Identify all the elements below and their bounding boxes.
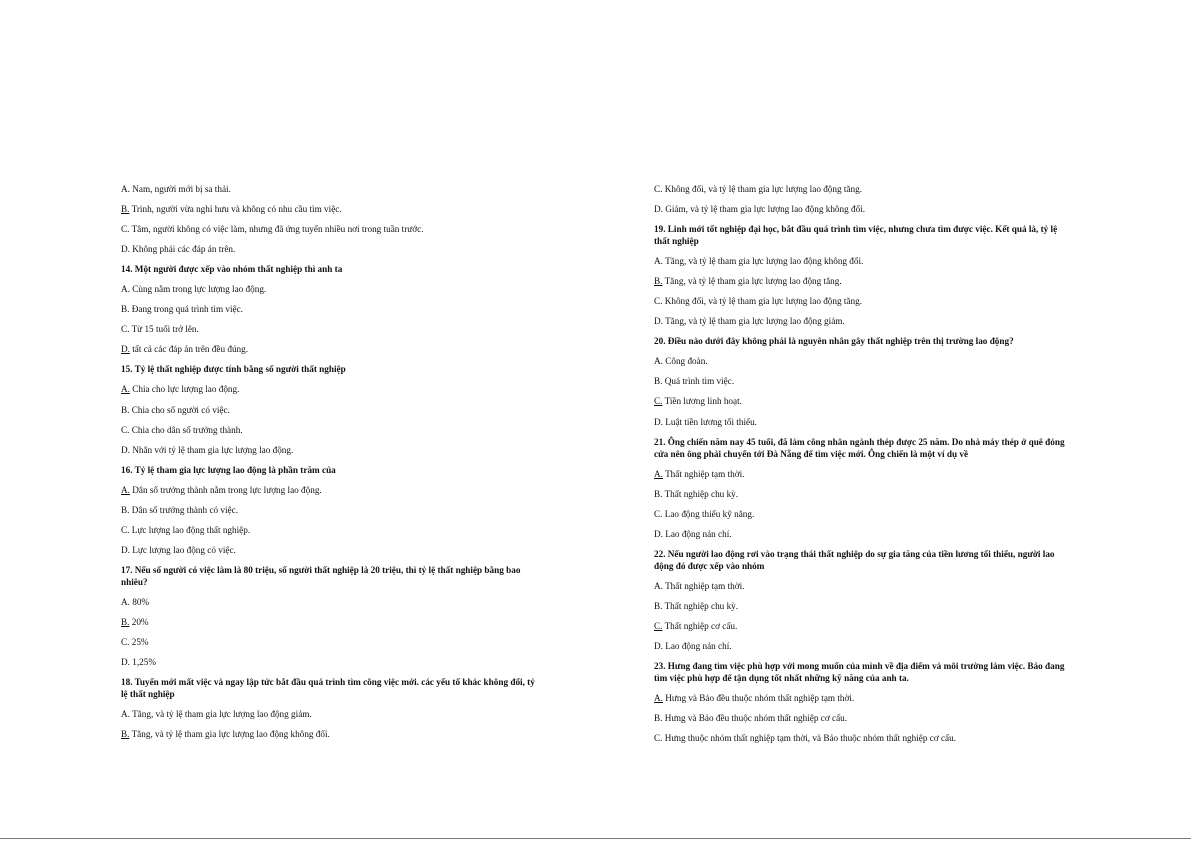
- answer-option: [654, 712, 1066, 724]
- option-text: Hưng thuộc nhóm thất nghiệp tạm thời, và Bảo thuộc nhóm thất nghiệp cơ cấu.: [662, 733, 957, 744]
- option-text: Không đổi, và tỷ lệ tham gia lực lượng lao động tăng.: [662, 296, 862, 307]
- answer-option: [121, 303, 541, 315]
- answer-option: [121, 243, 541, 255]
- left-column: [121, 183, 541, 748]
- option-text: Thất nghiệp chu kỳ.: [662, 600, 739, 611]
- answer-option: [654, 375, 1066, 387]
- option-text: 20%: [129, 616, 149, 627]
- answer-option: [121, 504, 541, 516]
- option-text: tất cả các đáp án trên đều đúng.: [129, 344, 249, 355]
- option-letter: C.: [654, 184, 663, 194]
- answer-option: [654, 692, 1066, 704]
- option-text: Trinh, người vừa nghỉ hưu và không có nhu cầu tìm việc.: [129, 204, 342, 215]
- option-letter: D.: [654, 528, 663, 539]
- option-letter: D.: [121, 544, 130, 555]
- question-text: 21. Ông chiến năm nay 45 tuổi, đã làm công nhân ngành thép được 25 năm. Do nhà máy thép ở quê đóng cửa nên ông phải chuyển tới Đà Nẵng để tìm việc mới. Ông chiến là một ví dụ về: [654, 436, 1065, 459]
- option-text: Tăng, và tỷ lệ tham gia lực lượng lao động tăng.: [662, 276, 842, 287]
- option-text: Tiền lương linh hoạt.: [662, 396, 742, 407]
- option-letter: C.: [121, 424, 130, 435]
- answer-option: [121, 524, 541, 536]
- answer-option: [121, 616, 541, 628]
- option-letter: C.: [654, 733, 663, 744]
- option-text: Lực lượng lao động có việc.: [129, 544, 236, 555]
- option-letter: B.: [654, 488, 663, 499]
- option-letter: C.: [654, 296, 663, 307]
- question-text: 18. Tuyến mới mất việc và ngay lập tức bắt đầu quá trình tìm công việc mới. các yếu tố khác không đổi, tỷ lệ thất nghiệp: [121, 677, 535, 700]
- question-text: 19. Linh mới tốt nghiệp đại học, bắt đầu quá trình tìm việc, nhưng chưa tìm được việc. Kết quả là, tỷ lệ thất nghiệp: [654, 224, 1058, 247]
- answer-option: [654, 620, 1066, 632]
- answer-option: [121, 596, 541, 608]
- option-letter: B.: [121, 504, 130, 515]
- correct-answer-letter: A.: [654, 468, 663, 479]
- correct-answer-letter: B.: [121, 729, 130, 740]
- correct-answer-letter: C.: [654, 396, 663, 407]
- correct-answer-letter: A.: [121, 484, 130, 495]
- correct-answer-letter: B.: [121, 204, 130, 215]
- option-letter: D.: [121, 444, 130, 455]
- answer-option: [654, 528, 1066, 540]
- correct-answer-letter: A.: [121, 384, 130, 395]
- answer-option: [121, 223, 541, 235]
- question-text: 20. Điều nào dưới đây không phải là nguyên nhân gây thất nghiệp trên thị trường lao động?: [654, 336, 1014, 347]
- question-text: 22. Nếu người lao động rơi vào trạng thái thất nghiệp do sự gia tăng của tiền lương tối thiểu, người lao động đó được xếp vào nhóm: [654, 548, 1055, 571]
- answer-option: [654, 395, 1066, 407]
- option-text: Không đổi, và tỷ lệ tham gia lực lượng lao động tăng.: [662, 184, 862, 194]
- answer-option: [121, 183, 541, 195]
- answer-option: [121, 424, 541, 436]
- option-text: 80%: [129, 596, 150, 607]
- answer-option: [121, 383, 541, 395]
- option-letter: D.: [121, 244, 130, 255]
- answer-option: [121, 708, 541, 720]
- option-letter: C.: [654, 508, 663, 519]
- page-bottom-rule: [0, 838, 1191, 839]
- option-letter: D.: [654, 204, 663, 215]
- option-text: Lao động nản chí.: [662, 640, 732, 651]
- option-text: Nhân với tỷ lệ tham gia lực lượng lao động.: [129, 444, 294, 455]
- option-letter: D.: [121, 657, 130, 668]
- answer-option: [654, 295, 1066, 307]
- option-text: Lao động nản chí.: [662, 528, 732, 539]
- answer-option: [654, 488, 1066, 500]
- option-text: Không phải các đáp án trên.: [129, 244, 236, 255]
- option-text: Cùng nằm trong lực lượng lao động.: [129, 284, 267, 295]
- correct-answer-letter: B.: [654, 276, 663, 287]
- option-letter: B.: [121, 304, 130, 315]
- option-letter: C.: [121, 524, 130, 535]
- answer-option: [121, 544, 541, 556]
- option-text: Tăng, và tỷ lệ tham gia lực lượng lao động giảm.: [662, 316, 845, 327]
- option-text: Dân số trưởng thành có việc.: [129, 504, 239, 515]
- answer-option: [654, 468, 1066, 480]
- option-text: Luật tiền lương tối thiểu.: [662, 416, 757, 427]
- answer-option: [121, 656, 541, 668]
- question-text: 23. Hưng đang tìm việc phù hợp với mong muốn của mình về địa điểm và môi trường làm việc. Bảo đang tìm việc phù hợp để tận dụng tốt nhất những kỹ năng của anh ta.: [654, 661, 1065, 684]
- right-column: [654, 183, 1066, 752]
- answer-option: [121, 404, 541, 416]
- option-text: Tăng, và tỷ lệ tham gia lực lượng lao động giảm.: [129, 709, 312, 720]
- answer-option: [654, 315, 1066, 327]
- answer-option: [654, 183, 1066, 195]
- option-text: Công đoàn.: [662, 356, 708, 367]
- option-letter: A.: [654, 356, 663, 367]
- question-text: 16. Tỷ lệ tham gia lực lượng lao động là phần trăm của: [121, 464, 336, 475]
- question-text: 17. Nếu số người có việc làm là 80 triệu, số người thất nghiệp là 20 triệu, thì tỷ lệ thất nghiệp bằng bao nhiêu?: [121, 564, 521, 587]
- answer-option: [121, 323, 541, 335]
- option-letter: B.: [654, 376, 663, 387]
- option-letter: A.: [121, 596, 130, 607]
- option-text: Nam, người mới bị sa thải.: [129, 184, 231, 194]
- option-letter: C.: [121, 324, 130, 335]
- answer-option: [654, 255, 1066, 267]
- correct-answer-letter: C.: [654, 620, 663, 631]
- answer-option: [654, 508, 1066, 520]
- answer-option: [121, 203, 541, 215]
- option-text: Chia cho số người có việc.: [129, 404, 230, 415]
- option-letter: C.: [121, 224, 130, 235]
- option-text: Thất nghiệp chu kỳ.: [662, 488, 739, 499]
- option-text: Thất nghiệp tạm thời.: [662, 580, 745, 591]
- option-text: Chia cho lực lượng lao động.: [129, 384, 240, 395]
- option-letter: D.: [654, 640, 663, 651]
- option-text: Quá trình tìm việc.: [662, 376, 735, 387]
- option-letter: D.: [654, 316, 663, 327]
- option-letter: B.: [654, 713, 663, 724]
- answer-option: [654, 580, 1066, 592]
- answer-option: [121, 343, 541, 355]
- option-text: 25%: [129, 637, 149, 648]
- answer-option: [121, 444, 541, 456]
- answer-option: [121, 728, 541, 740]
- option-letter: A.: [121, 284, 130, 295]
- answer-option: [654, 355, 1066, 367]
- option-letter: A.: [654, 580, 663, 591]
- correct-answer-letter: B.: [121, 616, 130, 627]
- answer-option: [121, 484, 541, 496]
- correct-answer-letter: A.: [654, 693, 663, 704]
- option-text: Chia cho dân số trưởng thành.: [129, 424, 243, 435]
- option-text: Từ 15 tuổi trở lên.: [129, 324, 199, 335]
- option-text: Dân số trưởng thành nằm trong lực lượng lao động.: [129, 484, 322, 495]
- option-text: 1,25%: [129, 657, 156, 668]
- option-letter: A.: [654, 256, 663, 267]
- option-letter: D.: [654, 416, 663, 427]
- option-letter: C.: [121, 637, 130, 648]
- option-text: Lao động thiếu kỹ năng.: [662, 508, 755, 519]
- option-text: Hưng và Bảo đều thuộc nhóm thất nghiệp cơ cấu.: [662, 713, 848, 724]
- answer-option: [121, 636, 541, 648]
- option-letter: B.: [121, 404, 130, 415]
- question-text: 14. Một người được xếp vào nhóm thất nghiệp thì anh ta: [121, 264, 343, 275]
- answer-option: [654, 203, 1066, 215]
- option-letter: A.: [121, 184, 130, 194]
- answer-option: [654, 640, 1066, 652]
- answer-option: [654, 275, 1066, 287]
- answer-option: [121, 283, 541, 295]
- option-text: Thất nghiệp tạm thời.: [662, 468, 745, 479]
- answer-option: [654, 416, 1066, 428]
- answer-option: [654, 600, 1066, 612]
- option-text: Giảm, và tỷ lệ tham gia lực lượng lao động không đổi.: [662, 204, 866, 215]
- answer-option: [654, 732, 1066, 744]
- option-text: Lực lượng lao động thất nghiệp.: [129, 524, 251, 535]
- correct-answer-letter: D.: [121, 344, 130, 355]
- option-letter: B.: [654, 600, 663, 611]
- option-text: Hưng và Bảo đều thuộc nhóm thất nghiệp tạm thời.: [662, 693, 855, 704]
- option-text: Đang trong quá trình tìm việc.: [129, 304, 243, 315]
- option-text: Tăng, và tỷ lệ tham gia lực lượng lao động không đổi.: [129, 729, 330, 740]
- option-text: Tâm, người không có việc làm, nhưng đã ứng tuyển nhiều nơi trong tuần trước.: [129, 224, 424, 235]
- option-text: Thất nghiệp cơ cấu.: [662, 620, 738, 631]
- option-text: Tăng, và tỷ lệ tham gia lực lượng lao động không đổi.: [662, 256, 864, 267]
- question-text: 15. Tỷ lệ thất nghiệp được tính bằng số người thất nghiệp: [121, 364, 346, 375]
- option-letter: A.: [121, 709, 130, 720]
